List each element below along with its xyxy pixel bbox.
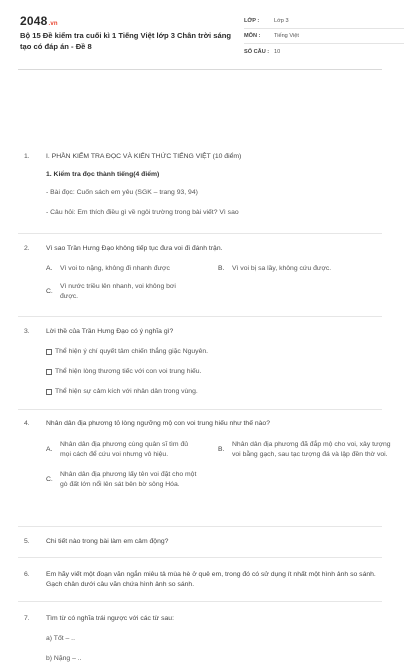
- checkbox-icon[interactable]: [46, 389, 52, 395]
- site-logo[interactable]: [20, 14, 58, 28]
- question-number: 2.: [24, 245, 30, 252]
- question-5: [24, 537, 394, 547]
- option-text: Nhân dân địa phương đã đắp mộ cho voi, xây tượng voi bằng gạch, sau tạc tượng đá và lập đền thờ voi.: [232, 441, 391, 458]
- option-text: Nhân dân địa phương lấy tên voi đặt cho một gò đất lớn nổi lên sát bên bờ sông Hóa.: [60, 471, 197, 488]
- option-text: Thể hiện sự cảm kích với nhân dân trong vùng.: [55, 388, 198, 395]
- divider: [18, 526, 382, 527]
- option-letter: A.: [46, 265, 53, 272]
- option-a[interactable]: [46, 264, 218, 274]
- checkbox-option-3[interactable]: [46, 387, 394, 397]
- question-text: Em hãy viết một đoạn văn ngắn miêu tả mùa hè ở quê em, trong đó có sử dụng ít nhất một hình ảnh so sánh. Gạch chân dưới câu văn chứa hình ảnh so sánh.: [46, 571, 376, 588]
- logo-number: 2048: [20, 14, 48, 28]
- checkbox-icon[interactable]: [46, 369, 52, 375]
- meta-label: MÔN :: [244, 33, 261, 39]
- divider: [18, 233, 382, 234]
- divider: [18, 316, 382, 317]
- question-item: - Câu hỏi: Em thích điều gì về ngôi trường trong bài viết? Vì sao: [46, 209, 239, 216]
- divider: [18, 601, 382, 602]
- option-b[interactable]: [218, 440, 394, 460]
- question-number: 4.: [24, 420, 30, 427]
- meta-row-count: [244, 44, 404, 59]
- option-letter: A.: [46, 446, 53, 453]
- option-text: Nhân dân địa phương cùng quân sĩ tìm đủ mọi cách để cứu voi nhưng vô hiệu.: [60, 441, 189, 458]
- meta-value: Lớp 3: [274, 18, 289, 24]
- option-letter: C.: [46, 288, 53, 295]
- question-4: [24, 419, 394, 490]
- option-text: Vì nước triều lên nhanh, voi không bơi được.: [60, 283, 176, 300]
- question-3: [24, 327, 394, 397]
- option-b[interactable]: [218, 264, 388, 274]
- meta-value: Tiếng Việt: [274, 33, 299, 39]
- option-a[interactable]: [46, 440, 218, 460]
- divider: [18, 557, 382, 558]
- meta-value: 10: [274, 48, 281, 55]
- question-number: 1.: [24, 153, 30, 160]
- meta-row-class: [244, 14, 404, 29]
- document-header: [18, 0, 382, 70]
- answer-line: a) Tốt – ..: [46, 635, 75, 642]
- question-text: Vì sao Trần Hưng Đạo không tiếp tục đưa voi đi đánh trận.: [46, 245, 223, 252]
- option-letter: B.: [218, 265, 225, 272]
- question-text: Nhân dân địa phương tỏ lòng ngưỡng mộ con voi trung hiếu như thế nào?: [46, 420, 270, 427]
- option-letter: C.: [46, 476, 53, 483]
- question-number: 6.: [24, 571, 30, 578]
- checkbox-icon[interactable]: [46, 349, 52, 355]
- meta-label: SỐ CÂU :: [244, 48, 270, 55]
- meta-label: LỚP :: [244, 18, 260, 24]
- option-text: Vì voi bị sa lầy, không cứu được.: [232, 265, 332, 272]
- option-text: Thể hiện lòng thương tiếc với con voi trung hiếu.: [55, 368, 202, 375]
- options-row: [46, 440, 394, 460]
- checkbox-option-2[interactable]: [46, 367, 394, 377]
- question-text: I. PHẦN KIỂM TRA ĐỌC VÀ KIẾN THỨC TIẾNG VIỆT (10 điểm): [46, 153, 242, 160]
- meta-table: [244, 14, 404, 59]
- question-7: [24, 614, 394, 664]
- question-text: Chi tiết nào trong bài làm em cảm động?: [46, 538, 169, 545]
- option-c[interactable]: [46, 470, 218, 490]
- meta-row-subject: [244, 29, 404, 44]
- question-text: Tìm từ có nghĩa trái ngược với các từ sau:: [46, 615, 174, 622]
- options-row: [46, 264, 394, 274]
- option-text: Thể hiện ý chí quyết tâm chiến thắng giặc Nguyên.: [55, 348, 209, 355]
- question-text: Lời thề của Trần Hưng Đạo có ý nghĩa gì?: [46, 328, 174, 335]
- reading-item: - Bài đọc: Cuốn sách em yêu (SGK – trang 93, 94): [46, 189, 198, 196]
- section-subtitle: 1. Kiểm tra đọc thành tiếng(4 điểm): [46, 171, 160, 178]
- question-1: [24, 152, 394, 218]
- question-2: [24, 244, 394, 302]
- question-number: 7.: [24, 615, 30, 622]
- document-title: Bộ 15 Đề kiểm tra cuối kì 1 Tiếng Việt lớp 3 Chân trời sáng tạo có đáp án - Đề 8: [20, 31, 231, 51]
- option-c[interactable]: [46, 282, 206, 302]
- question-number: 5.: [24, 538, 30, 545]
- answer-line: b) Nặng – ..: [46, 655, 82, 662]
- logo-suffix: .vn: [48, 21, 58, 27]
- question-6: [24, 570, 394, 590]
- question-number: 3.: [24, 328, 30, 335]
- option-text: Vì voi to nặng, không đi nhanh được: [60, 265, 170, 272]
- divider: [18, 409, 382, 410]
- option-letter: B.: [218, 446, 225, 453]
- checkbox-option-1[interactable]: [46, 347, 394, 357]
